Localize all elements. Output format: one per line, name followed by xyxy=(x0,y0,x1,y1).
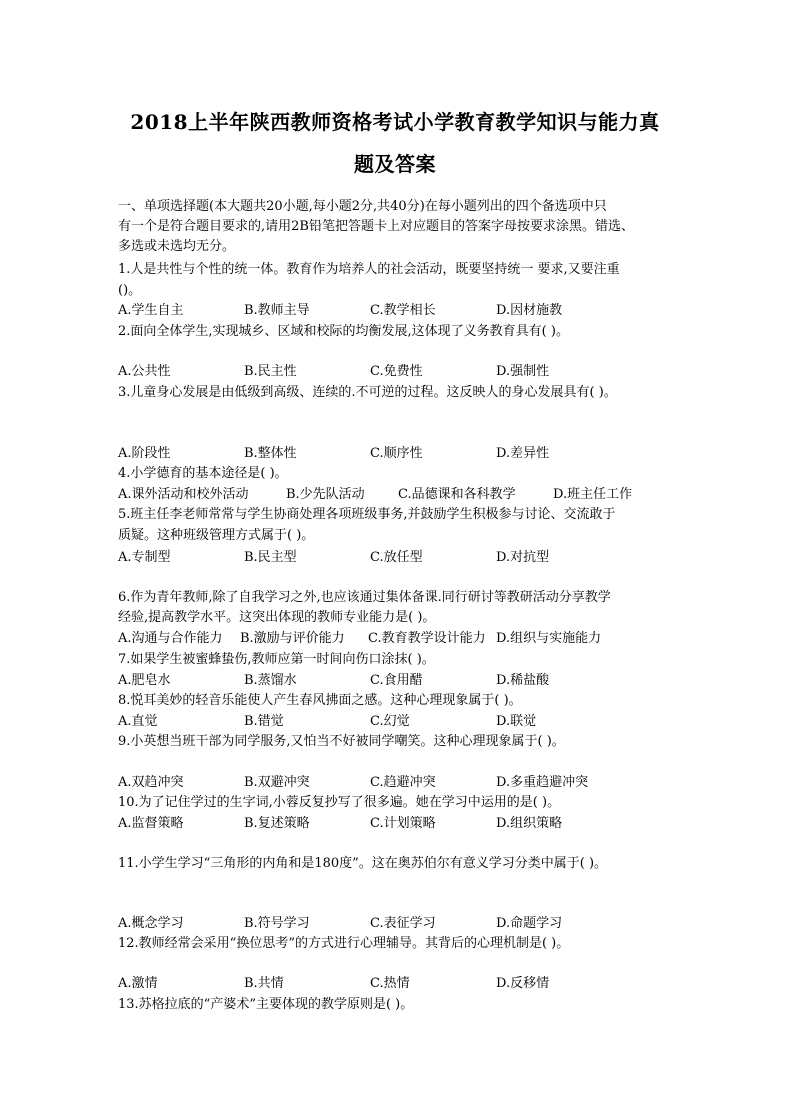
option-b: B.少先队活动 xyxy=(286,487,365,502)
option-c: C.食用醋 xyxy=(370,673,423,688)
question-7-stem: 7.如果学生被蜜蜂蛰伤,教师应第一时间向伤口涂抹( )。 xyxy=(118,652,435,667)
option-c: C.教学相长 xyxy=(370,303,436,318)
option-c: C.顺序性 xyxy=(370,446,423,461)
option-d: D.组织与实施能力 xyxy=(496,631,602,646)
document-title-line-2: 题及答案 xyxy=(354,152,436,176)
option-a: A.直觉 xyxy=(118,714,158,729)
option-a: A.概念学习 xyxy=(118,916,184,931)
section-instructions-line: 多选或未选均无分。 xyxy=(118,239,236,254)
option-c: C.免费性 xyxy=(370,364,423,379)
option-a: A.阶段性 xyxy=(118,446,171,461)
option-a: A.沟通与合作能力 xyxy=(118,631,223,646)
option-d: D.联觉 xyxy=(496,714,537,729)
option-c: C.表征学习 xyxy=(370,916,436,931)
option-d: D.命题学习 xyxy=(496,916,563,931)
option-a: A.双趋冲突 xyxy=(118,775,184,790)
option-a: A.公共性 xyxy=(118,364,171,379)
option-d: D.因材施教 xyxy=(496,303,563,318)
option-c: C.趋避冲突 xyxy=(370,775,436,790)
option-c: C.放任型 xyxy=(370,550,423,565)
question-2-stem: 2.面向全体学生,实现城乡、区域和校际的均衡发展,这体现了义务教育具有( )。 xyxy=(118,324,569,339)
question-3-stem: 3.儿童身心发展是由低级到高级、连续的.不可逆的过程。这反映人的身心发展具有( )。 xyxy=(118,385,617,400)
question-10-stem: 10.为了记住学过的生字词,小蓉反复抄写了很多遍。她在学习中运用的是( )。 xyxy=(118,795,561,810)
option-c: C.教育教学设计能力 xyxy=(368,631,486,646)
option-b: B.错觉 xyxy=(244,714,284,729)
option-b: B.双避冲突 xyxy=(244,775,310,790)
question-9-stem: 9.小英想当班干部为同学服务,又怕当不好被同学嘲笑。这种心理现象属于( )。 xyxy=(118,734,565,749)
option-b: B.激励与评价能力 xyxy=(240,631,345,646)
option-c: C.品德课和各科教学 xyxy=(398,487,516,502)
question-6-stem-cont: 经验,提高教学水平。这突出体现的教师专业能力是( )。 xyxy=(118,610,436,625)
option-d: D.稀盐酸 xyxy=(496,673,550,688)
option-a: A.肥皂水 xyxy=(118,673,171,688)
option-a: A.课外活动和校外活动 xyxy=(118,487,249,502)
document-title-line-1: 2018上半年陕西教师资格考试小学教育教学知识与能力真 xyxy=(130,110,660,134)
question-13-stem: 13.苏格拉底的“产婆术”主要体现的教学原则是( )。 xyxy=(118,997,414,1012)
option-d: D.强制性 xyxy=(496,364,550,379)
question-5-stem: 5.班主任李老师常常与学生协商处理各项班级事务,并鼓励学生积极参与讨论、交流敢于 xyxy=(118,507,616,522)
option-b: B.符号学习 xyxy=(244,916,310,931)
option-a: A.激情 xyxy=(118,976,158,991)
option-a: A.专制型 xyxy=(118,550,171,565)
question-11-stem: 11.小学生学习“三角形的内角和是180度”。这在奥苏伯尔有意义学习分类中属于( )。 xyxy=(118,856,608,871)
option-c: C.热情 xyxy=(370,976,410,991)
option-d: D.反移情 xyxy=(496,976,550,991)
option-d: D.组织策略 xyxy=(496,816,563,831)
option-b: B.民主性 xyxy=(244,364,297,379)
option-b: B.整体性 xyxy=(244,446,297,461)
section-instructions-line: 有一个是符合题目要求的,请用2B铅笔把答题卡上对应题目的答案字母按要求涂黑。错选、 xyxy=(118,219,634,234)
option-a: A.学生自主 xyxy=(118,303,184,318)
option-d: D.对抗型 xyxy=(496,550,550,565)
option-d: D.班主任工作 xyxy=(553,487,633,502)
option-b: B.民主型 xyxy=(244,550,297,565)
option-b: B.教师主导 xyxy=(244,303,310,318)
question-1-stem-cont: ()。 xyxy=(118,283,142,298)
option-a: A.监督策略 xyxy=(118,816,184,831)
option-c: C.幻觉 xyxy=(370,714,410,729)
option-d: D.多重趋避冲突 xyxy=(496,775,589,790)
question-6-stem: 6.作为青年教师,除了自我学习之外,也应该通过集体备课.同行研讨等教研活动分享教学 xyxy=(118,590,611,605)
option-c: C.计划策略 xyxy=(370,816,436,831)
question-8-stem: 8.悦耳美妙的轻音乐能使人产生春风拂面之感。这种心理现象属于( )。 xyxy=(118,693,522,708)
question-4-stem: 4.小学德育的基本途径是( )。 xyxy=(118,466,288,481)
option-b: B.蒸馏水 xyxy=(244,673,297,688)
question-5-stem-cont: 质疑。这种班级管理方式属于( )。 xyxy=(118,528,315,543)
section-instructions-line: 一、单项选择题(本大题共20小题,每小题2分,共40分)在每小题列出的四个备选项中只 xyxy=(118,199,607,214)
question-1-stem: 1.人是共性与个性的统一体。教育作为培养人的社会活动，既要坚持统一 要求,又要注重 xyxy=(118,262,620,277)
option-b: B.复述策略 xyxy=(244,816,310,831)
question-12-stem: 12.教师经常会采用“换位思考”的方式进行心理辅导。其背后的心理机制是( )。 xyxy=(118,936,570,951)
option-d: D.差异性 xyxy=(496,446,550,461)
option-b: B.共情 xyxy=(244,976,284,991)
